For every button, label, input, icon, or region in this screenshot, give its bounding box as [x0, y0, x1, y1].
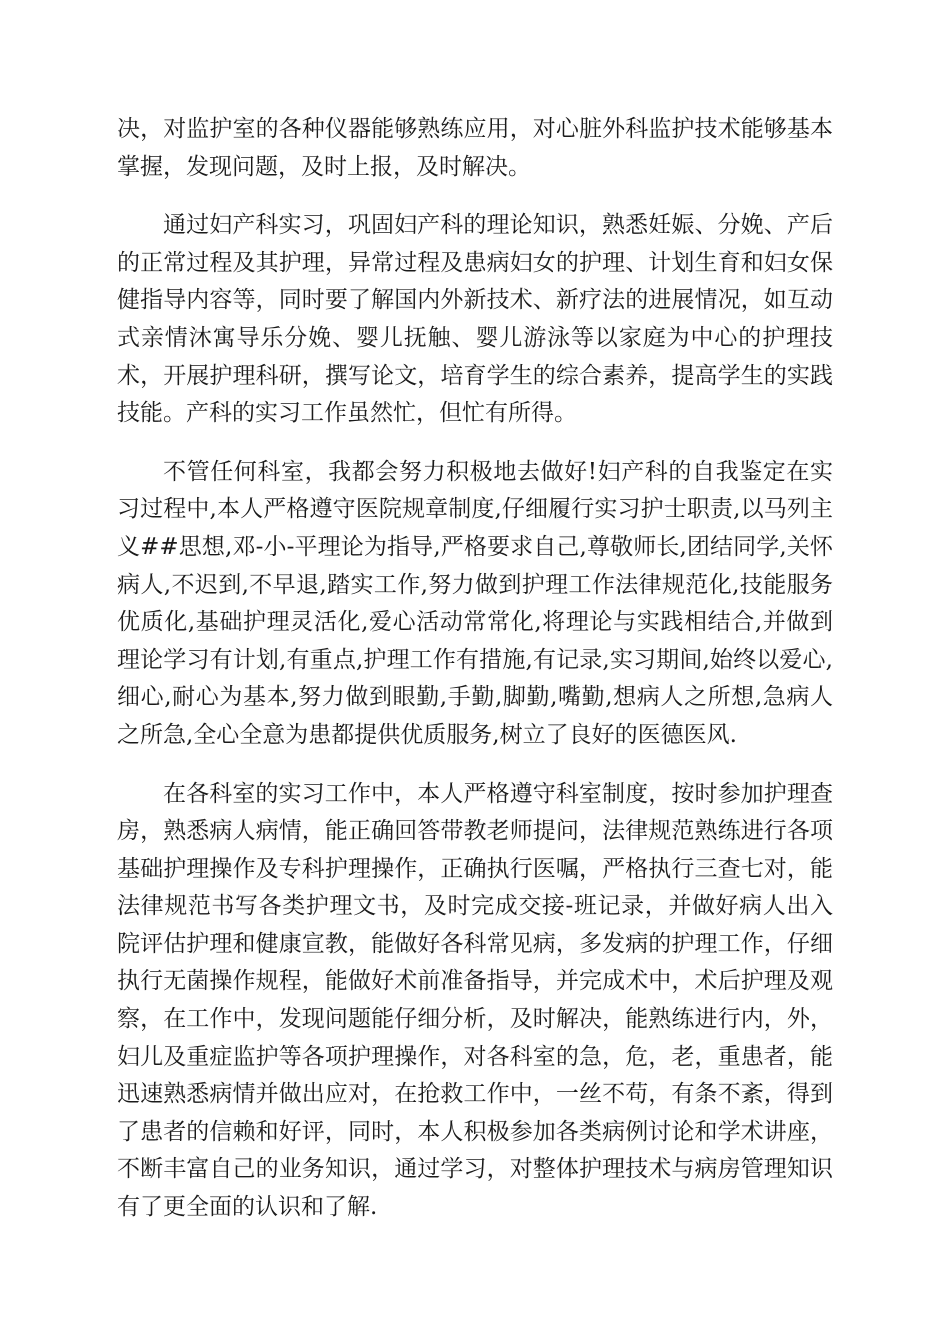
document-body: [117, 111, 833, 1227]
paragraph-1: 决，对监护室的各种仪器能够熟练应用，对心脏外科监护技术能够基本掌握，发现问题，及时上报，及时解决。: [117, 116, 833, 180]
paragraph-3: 不管任何科室，我都会努力积极地去做好!妇产科的自我鉴定在实习过程中,本人严格遵守医院规章制度,仔细履行实习护士职责,以马列主义##思想,邓-小-平理论为指导,严格要求自己,尊敬师长,团结同学,关怀病人,不迟到,不早退,踏实工作,努力做到护理工作法律规范化,技能服务优质化,基础护理灵活化,爱心活动常常化,将理论与实践相结合,并做到理论学习有计划,有重点,护理工作有措施,有记录,实习期间,始终以爱心,细心,耐心为基本,努力做到眼勤,手勤,脚勤,嘴勤,想病人之所想,急病人之所急,全心全意为患都提供优质服务,树立了良好的医德医风.: [117, 458, 833, 748]
paragraph-4: 在各科室的实习工作中，本人严格遵守科室制度，按时参加护理查房，熟悉病人病情，能正确回答带教老师提问，法律规范熟练进行各项基础护理操作及专科护理操作，正确执行医嘱，严格执行三查七对，能法律规范书写各类护理文书，及时完成交接-班记录，并做好病人出入院评估护理和健康宣教，能做好各科常见病，多发病的护理工作，仔细执行无菌操作规程，能做好术前准备指导，并完成术中，术后护理及观察，在工作中，发现问题能仔细分析，及时解决，能熟练进行内，外，妇儿及重症监护等各项护理操作，对各科室的急，危，老，重患者，能迅速熟悉病情并做出应对，在抢救工作中，一丝不苟，有条不紊，得到了患者的信赖和好评，同时，本人积极参加各类病例讨论和学术讲座，不断丰富自己的业务知识，通过学习，对整体护理技术与病房管理知识有了更全面的认识和了解.: [117, 780, 833, 1221]
paragraph-2: 通过妇产科实习，巩固妇产科的理论知识，熟悉妊娠、分娩、产后的正常过程及其护理，异常过程及患病妇女的护理、计划生育和妇女保健指导内容等，同时要了解国内外新技术、新疗法的进展情况，如互动式亲情沐寓导乐分娩、婴儿抚触、婴儿游泳等以家庭为中心的护理技术，开展护理科研，撰写论文，培育学生的综合素养，提高学生的实践技能。产科的实习工作虽然忙，但忙有所得。: [117, 212, 833, 427]
